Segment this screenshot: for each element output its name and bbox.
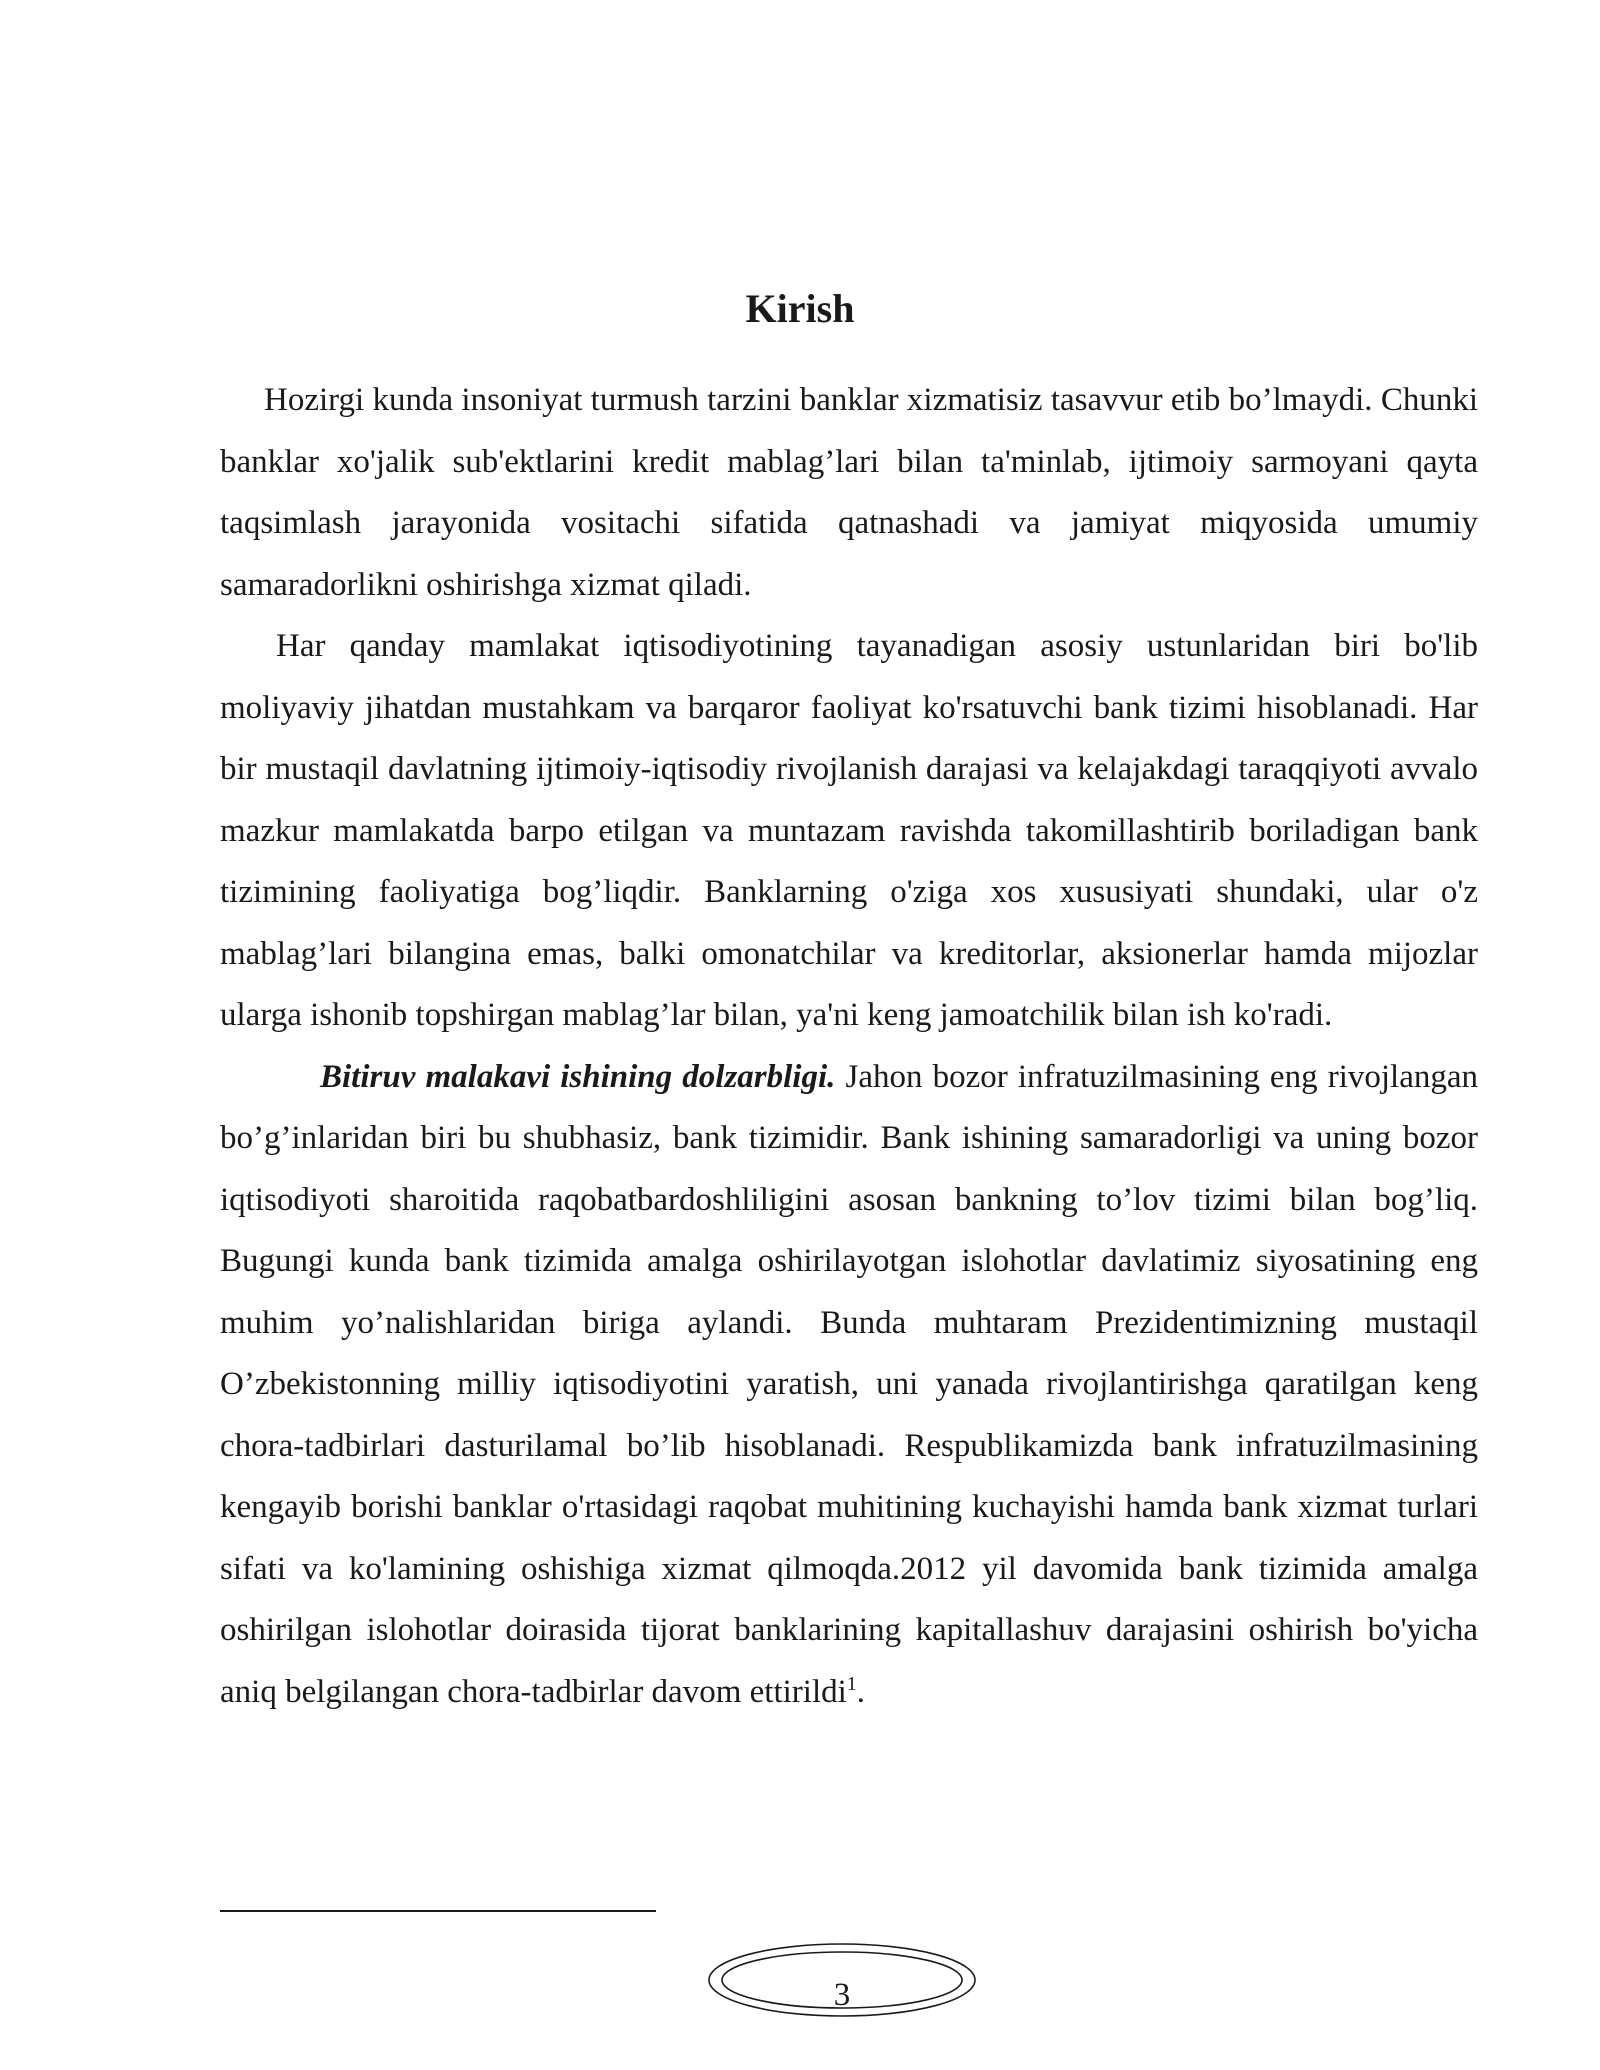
paragraph-end-punctuation: . — [856, 1673, 866, 1710]
footnote-reference[interactable]: 1 — [846, 1672, 857, 1695]
footnote-separator — [220, 1910, 656, 1912]
page-title: Kirish — [745, 286, 855, 331]
paragraph-relevance — [220, 1047, 1478, 1724]
page-number: 3 — [833, 1977, 851, 2013]
paragraph-intro: Hozirgi kunda insoniyat turmush tarzini banklar xizmatisiz tasavvur etib bo’lmaydi. Chunki banklar xo'jalik sub'ektlarini kredit mablag’lari bilan ta'minlab, ijtimoiy sarmoyani qayta taqsimlash jarayonida vositachi sifatida qatnashadi va jamiyat miqyosida umumiy samaradorlikni oshirishga xizmat qiladi. — [220, 382, 1478, 603]
paragraph-bank-system: Har qanday mamlakat iqtisodiyotining tayanadigan asosiy ustunlaridan biri bo'lib moliyaviy jihatdan mustahkam va barqaror faoliyat ko'rsatuvchi bank tizimi hisoblanadi. Har bir mustaqil davlatning ijtimoiy-iqtisodiy rivojlanish darajasi va kelajakdagi taraqqiyoti avvalo mazkur mamlakatda barpo etilgan va muntazam ravishda takomillashtirib boriladigan bank tizimining faoliyatiga bog’liqdir. Banklarning o'ziga xos xususiyati shundaki, ular o'z mablag’lari bilangina emas, balki omonatchilar va kreditorlar, aksionerlar hamda mijozlar ularga ishonib topshirgan mablag’lar bilan, ya'ni keng jamoatchilik bilan ish ko'radi. — [220, 628, 1478, 1033]
page-number-frame — [707, 1940, 977, 2020]
paragraph-relevance-text: Jahon bozor infratuzilmasining eng rivojlangan bo’g’inlaridan biri bu shubhasiz, bank tizimidir. Bank ishining samaradorligi va uning bozor iqtisodiyoti sharoitida raqobatbardoshliligini asosan bankning to’lov tizimi bilan bog’liq. Bugungi kunda bank tizimida amalga oshirilayotgan islohotlar davlatimiz siyosatining eng muhim yo’nalishlaridan biriga aylandi. Bunda muhtaram Prezidentimizning mustaqil O’zbekistonning milliy iqtisodiyotini yaratish, uni yanada rivojlantirishga qaratilgan keng chora-tadbirlari dasturilamal bo’lib hisoblanadi. Respublikamizda bank infratuzilmasining kengayib borishi banklar o'rtasidagi raqobat muhitining kuchayishi hamda bank xizmat turlari sifati va ko'lamining oshishiga xizmat qilmoqda.2012 yil davomida bank tizimida amalga oshirilgan islohotlar doirasida tijorat banklarining kapitallashuv darajasini oshirish bo'yicha aniq belgilangan chora-tadbirlar davom ettirildi — [220, 1058, 1478, 1710]
body-text — [220, 370, 1478, 1723]
paragraph-lead-heading: Bitiruv malakavi ishining dolzarbligi. — [320, 1058, 836, 1095]
